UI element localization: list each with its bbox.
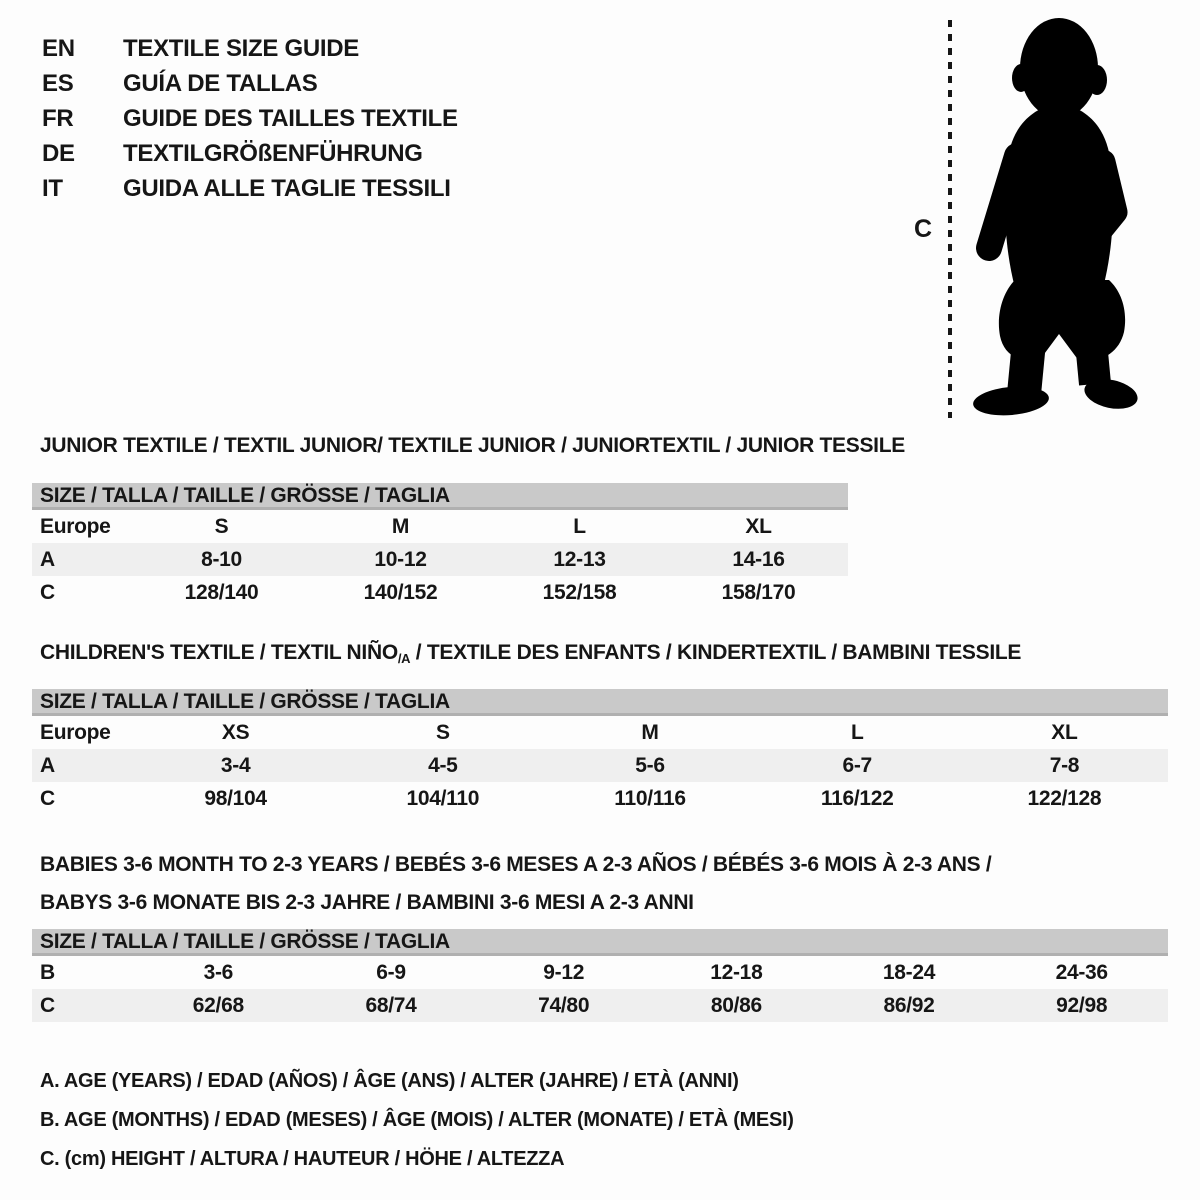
table-row-a <box>32 749 1168 782</box>
height-measure-label: C <box>914 215 932 243</box>
lang-code: DE <box>42 139 75 167</box>
table-cell: 62/68 <box>192 993 244 1017</box>
table-cell: 7-8 <box>1049 753 1080 777</box>
table-cell: 116/122 <box>820 786 894 810</box>
row-label: Europe <box>40 514 111 538</box>
size-header-bar: SIZE / TALLA / TAILLE / GRÖSSE / TAGLIA <box>32 929 1168 956</box>
table-cell: 5-6 <box>635 753 665 777</box>
table-cell: 104/110 <box>406 786 480 810</box>
baby-toddler-silhouette-icon <box>963 14 1145 420</box>
language-title-list <box>42 31 458 206</box>
table-cell: 68/74 <box>365 993 417 1017</box>
size-header-bar: SIZE / TALLA / TAILLE / GRÖSSE / TAGLIA <box>32 483 848 510</box>
lang-row-de <box>42 136 458 171</box>
table-cell: 10-12 <box>374 547 427 571</box>
table-cell: 80/86 <box>710 993 762 1017</box>
table-row-europe <box>32 716 1168 749</box>
footnote-a: A. AGE (YEARS) / EDAD (AÑOS) / ÂGE (ANS) / ALTER (JAHRE) / ETÀ (ANNI) <box>40 1070 739 1092</box>
lang-code: FR <box>42 104 74 132</box>
table-cell: 24-36 <box>1055 960 1108 984</box>
table-row-c <box>32 782 1168 815</box>
table-cell: 98/104 <box>204 786 267 810</box>
row-label: A <box>40 753 55 777</box>
table-cell: 8-10 <box>201 547 242 571</box>
table-cell: 12-13 <box>553 547 606 571</box>
table-cell: 6-9 <box>376 960 406 984</box>
row-label: C <box>40 786 55 810</box>
footnote-b: B. AGE (MONTHS) / EDAD (MESES) / ÂGE (MOIS) / ALTER (MONATE) / ETÀ (MESI) <box>40 1109 794 1131</box>
junior-size-table <box>32 483 848 609</box>
table-cell: 6-7 <box>842 753 872 777</box>
table-cell: 9-12 <box>543 960 585 984</box>
children-size-table <box>32 689 1168 815</box>
table-cell: 92/98 <box>1056 993 1108 1017</box>
table-cell: 86/92 <box>883 993 935 1017</box>
table-cell: 18-24 <box>882 960 936 984</box>
row-label: C <box>40 993 55 1017</box>
table-cell: 152/158 <box>542 580 617 604</box>
table-cell: 158/170 <box>721 580 796 604</box>
height-measure-dashed-line <box>948 20 952 418</box>
table-cell: 12-18 <box>710 960 763 984</box>
table-cell: 110/116 <box>614 786 686 810</box>
row-label: A <box>40 547 55 571</box>
lang-row-en <box>42 31 458 66</box>
lang-code: EN <box>42 34 75 62</box>
children-title-post: / TEXTILE DES ENFANTS / KINDERTEXTIL / BAMBINI TESSILE <box>410 641 1022 664</box>
table-row-c <box>32 989 1168 1022</box>
lang-title: GUIDA ALLE TAGLIE TESSILI <box>123 174 451 202</box>
table-cell: 74/80 <box>538 993 590 1017</box>
lang-row-es <box>42 66 458 101</box>
children-section-title <box>40 641 1021 666</box>
row-label: Europe <box>40 720 111 744</box>
row-label: C <box>40 580 55 604</box>
table-cell: L <box>573 514 586 538</box>
table-cell: S <box>435 720 450 744</box>
table-cell: 128/140 <box>184 580 259 604</box>
table-cell: XL <box>1051 720 1078 744</box>
lang-code: ES <box>42 69 74 97</box>
table-cell: M <box>391 514 410 538</box>
babies-title-line1: BABIES 3-6 MONTH TO 2-3 YEARS / BEBÉS 3-6 MESES A 2-3 AÑOS / BÉBÉS 3-6 MOIS À 2-3 ANS / <box>40 853 992 876</box>
children-title-subscript: /A <box>397 651 411 666</box>
lang-title: GUIDE DES TAILLES TEXTILE <box>123 104 458 132</box>
table-cell: 3-6 <box>203 960 234 984</box>
lang-title: TEXTILGRÖßENFÜHRUNG <box>123 139 423 167</box>
table-cell: S <box>214 514 229 538</box>
lang-row-fr <box>42 101 458 136</box>
babies-title-line2: BABYS 3-6 MONATE BIS 2-3 JAHRE / BAMBINI 3-6 MESI A 2-3 ANNI <box>40 891 694 914</box>
table-cell: 14-16 <box>732 547 785 571</box>
babies-section-title <box>40 846 991 922</box>
junior-section-title: JUNIOR TEXTILE / TEXTIL JUNIOR/ TEXTILE JUNIOR / JUNIORTEXTIL / JUNIOR TESSILE <box>40 434 905 457</box>
table-cell: XL <box>745 514 772 538</box>
lang-row-it <box>42 171 458 206</box>
lang-title: TEXTILE SIZE GUIDE <box>123 34 359 62</box>
lang-code: IT <box>42 174 63 202</box>
size-header-bar: SIZE / TALLA / TAILLE / GRÖSSE / TAGLIA <box>32 689 1168 716</box>
lang-title: GUÍA DE TALLAS <box>123 69 318 97</box>
row-label: B <box>40 960 55 984</box>
table-cell: M <box>641 720 659 744</box>
table-cell: 3-4 <box>220 753 251 777</box>
children-title-pre: CHILDREN'S TEXTILE / TEXTIL NIÑO <box>40 641 398 664</box>
legend-footnotes <box>40 1062 794 1179</box>
babies-size-table <box>32 929 1168 1022</box>
footnote-c: C. (cm) HEIGHT / ALTURA / HAUTEUR / HÖHE / ALTEZZA <box>40 1148 565 1170</box>
table-cell: 140/152 <box>363 580 438 604</box>
table-cell: L <box>850 720 864 744</box>
table-row-a <box>32 543 848 576</box>
table-row-c <box>32 576 848 609</box>
table-cell: 122/128 <box>1027 786 1102 810</box>
table-row-b <box>32 956 1168 989</box>
table-cell: 4-5 <box>428 753 458 777</box>
table-cell: XS <box>221 720 250 744</box>
table-row-europe <box>32 510 848 543</box>
